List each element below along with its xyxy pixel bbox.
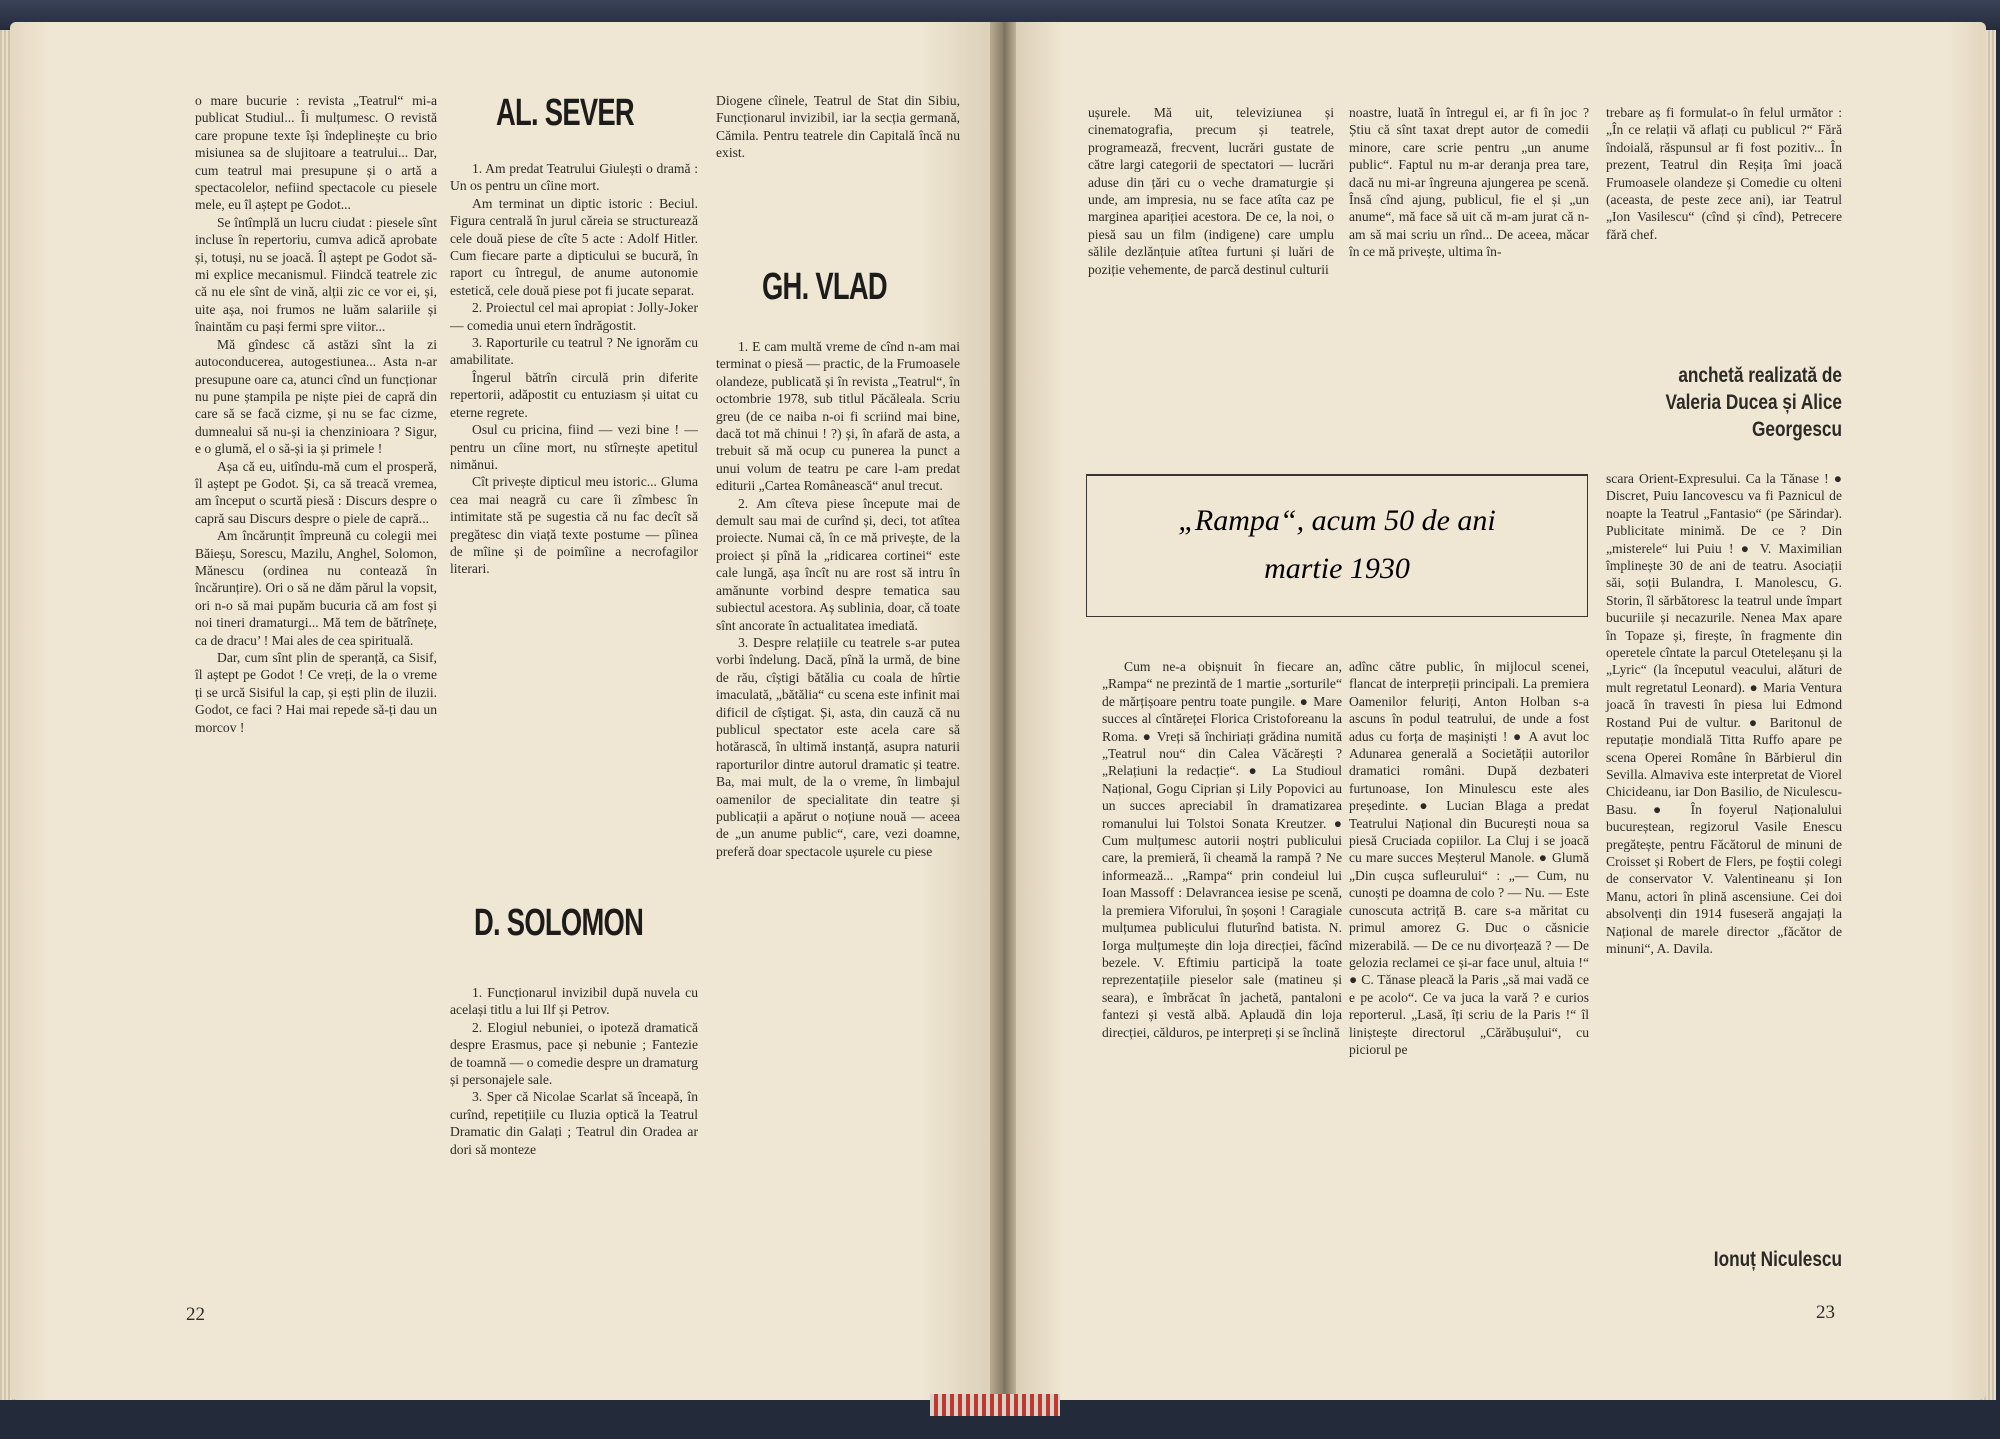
paragraph: Am terminat un diptic istoric : Beciul. Figura centrală în jurul căreia se structurează cele două piese de cîte 5 acte : Adolf Hitler. Cum fiecare parte a dipticului se bucură, în raport cu întregul, de anume autonomie estetică, cele două piese pot fi jucate separat. [450, 195, 698, 298]
paragraph: Se întîmplă un lucru ciudat : piesele sînt incluse în repertoriu, cumva adică aprobate și, totuși, nu se joacă. Îl aștept pe Godot să-mi explice mecanismul. Fiindcă teatrele zic că nu ele sînt de vină, alții zic ce vor ei, și, uite așa, noi frumos ne luăm salariile și înaintăm cu pași fermi spre viitor... [195, 214, 437, 335]
author-heading-d-solomon: D. SOLOMON [474, 902, 644, 944]
left-column-2 [450, 160, 698, 578]
left-page [10, 22, 1002, 1400]
author-signature: Ionuț Niculescu [1713, 1248, 1842, 1271]
paragraph: ușurele. Mă uit, televiziunea și cinematografia, precum și teatrele, programează, frecvent, lucrări gustate de către largi categorii de spectatori — lucrări aduse din țări cu o veche dramaturgie și unde, am impresia, nu se face atîta caz pe marginea apariției acestora. De ce, la noi, o piesă sau un film (indigene) care umplu sălile dezlănțuie atîtea furtuni și luări de poziție vehemente, de parcă destinul culturii [1088, 105, 1334, 277]
paragraph: Așa că eu, uitîndu-mă cum el prosperă, îl aștept pe Godot. Și, ca să treacă vremea, am început o scurtă piesă : Discurs despre o capră sau Discurs despre o piele de capră... [195, 458, 437, 526]
paragraph: Mă gîndesc că astăzi sînt la zi autoconducerea, autogestiunea... Asta n-ar presupune oare ca, atunci cînd un funcționar nu pune ștampila pe niște piei de capră din care să se facă cizme, și nu se fac cizme, dumnealui să nu-și ia chenzinioara ? Sigur, e o glumă, el o să-și ia și primele ! [195, 336, 437, 457]
paragraph: trebare aș fi formulat-o în felul următor : „În ce relații vă aflați cu publicul ?“ Fără îndoială, răspunsul ar fi fost pozitiv... În prezent, Teatrul din Reșița îmi joacă Frumoasele olandeze și Comedie cu olteni (aceasta, de peste zece ani), iar Teatrul „Ion Vasilescu“ (cînd și cînd), Petrecere fără chef. [1606, 105, 1842, 242]
paragraph: Dar, cum sînt plin de speranță, ca Sisif, îl aștept pe Godot ! Ce vreți, de la o vreme ți se urcă Sisiful la cap, și ești plin de iluzii. Godot, ce faci ? Hai mai repede să-ți dau un morcov ! [195, 650, 437, 735]
paragraph: 1. Funcționarul invizibil după nuvela cu același titlu a lui Ilf și Petrov. [450, 985, 698, 1018]
right-top-column-2 [1349, 104, 1589, 261]
left-column-3 [716, 338, 960, 860]
paragraph: Îngerul bătrîn circulă prin diferite repertorii, adăpostit cu entuziasm și uitat cu eterne regrete. [450, 369, 698, 420]
author-heading-gh-vlad: GH. VLAD [762, 266, 887, 308]
paragraph: o mare bucurie : revista „Teatrul“ mi-a publicat Studiul... Îi mulțumesc. O revistă care propune texte își îndeplinește cu brio misiunea sa de slujitoare a teatrului... Dar, cum teatrul mai presupune și o artă a spectacolelor, nefiind spectacole cu piesele mele, eu îl aștept pe Godot... [195, 93, 437, 213]
paragraph: scara Orient-Expresului. Ca la Tănase ! ● Discret, Puiu Iancovescu va fi Paznicul de noapte la Teatrul „Fantasio“ (pe Sărindar). Publicitate minimă. De ce ? Din „misterele“ lui Puiu ! ● V. Maximilian împlinește 30 de ani de teatru. Asociații săi, soții Bulandra, I. Manolescu, G. Storin, îl sărbătoresc la teatrul unde împart bucuriile și necazurile. Nenea Max apare în Topaze și, firește, în fragmente din operetele cîntate la parcul Oteteleșanu și la „Lyric“ (la începutul veacului, alături de mult regretatul Leonard). ● Maria Ventura joacă în travesti în piesa lui Edmond Rostand Pui de vultur. ● Baritonul de reputație mondială Titta Ruffo apare pe scena Operei Române în Bărbierul din Sevilla. Almaviva este interpretat de Viorel Chicideanu, iar Don Basilio, de Niculescu-Basu. ● În foyerul Naționalului bucureștean, regizorul Vasile Enescu pregătește, pentru Făcătorul de minuni de Croisset și Robert de Flers, pe foștii colegi de conservator V. Valentineanu și Ion Manu, actori în plină ascensiune. Cei doi absolvenți din 1914 fuseseră angajați la Național de marele director „făcător de minuni“, A. Davila. [1606, 471, 1842, 956]
right-page [1004, 22, 1986, 1400]
left-column-1 [195, 92, 437, 736]
paragraph: 1. E cam multă vreme de cînd n-am mai terminat o piesă — practic, de la Frumoasele olandeze, publicată și în revista „Teatrul“, în octombrie 1978, sub titlul Păcăleala. Scriu greu (de ce naiba n-oi fi scriind mai bine, dacă tot mă chinui ! ?) și, în afară de asta, a trebuit să mă ocup cu punerea la punct a unui volum de teatru pe care l-am predat editurii „Cartea Românească“ anul trecut. [716, 339, 960, 494]
paragraph: 2. Elogiul nebuniei, o ipoteză dramatică despre Erasmus, pace și nebunie ; Fantezie de toamnă — o comedie despre un dramaturg și personajele sale. [450, 1019, 698, 1088]
survey-credit: anchetă realizată de Valeria Ducea și Alice Georgescu [1665, 364, 1842, 441]
paragraph: adînc către public, în mijlocul scenei, flancat de interpreții principali. La premiera Oamenilor feluriți, Anton Holban s-a ascuns în podul teatrului, de unde a fost adus cu forța de mașiniști ! ● A avut loc Adunarea generală a Societății autorilor dramatici români. După dezbateri furtunoase, Ion Minulescu este ales președinte. ● Lucian Blaga a predat Teatrului Național din București noua sa piesă Cruciada copiilor. La Cluj i se joacă cu mare succes Meșterul Manole. ● Glumă „Din cușca sufleurului“ : „— Cum, nu cunoști pe doamna de colo ? — Nu. — Este cunoscuta actriță B. care s-a măritat cu primul amorez G. Duc o căsnicie mizerabilă. — De ce nu divorțează ? — De gelozia reclamei ce și-ar face unul, altuia !“ ● C. Tănase pleacă la Paris „să mai vadă ce e pe acolo“. Ce va juca la vară ? e curios reporterul. „Lasă, îți scriu de la Paris !“ îl liniștește directorul „Cărăbușului“, cu piciorul pe [1349, 659, 1589, 1057]
paragraph: 2. Am cîteva piese începute mai de demult sau mai de curînd și, deci, tot atîtea proiecte. Numai că, în ce mă privește, de la proiect și pînă la „ridicarea cortinei“ este cale lungă, așa încît nu are rost să intru în amănunte vorbind despre tematica sau subiectul acestora. Aș sublinia, doar, că toate sînt ancorate în actualitatea imediată. [716, 495, 960, 633]
page-number-left: 22 [186, 1304, 205, 1325]
right-top-column-1 [1088, 104, 1334, 278]
paragraph: 2. Proiectul cel mai apropiat : Jolly-Joker — comedia unui etern îndrăgostit. [450, 300, 698, 333]
paragraph: 1. Am predat Teatrului Giulești o dramă : Un os pentru un cîine mort. [450, 161, 698, 194]
left-column-2-bottom [450, 984, 698, 1158]
box-title: „Rampa“, acum 50 de ani [1178, 504, 1496, 537]
page-number-right: 23 [1816, 1302, 1835, 1323]
paragraph: Cît privește dipticul meu istoric... Gluma cea mai neagră cu care îi zîmbesc în intimitate stă pe sugestia că nu fac decît să pregătesc din viață texte postume — pîinea de mîine și de poimîine a necrofagilor literari. [450, 474, 698, 577]
paragraph: Cum ne-a obișnuit în fiecare an, „Rampa“ ne prezintă de 1 martie „sorturile“ de mărțișoare pentru toate pungile. ● Mare succes al cîntăreței Florica Cristoforeanu la Roma. ● Vreți să închiriați grădina numită „Teatrul nou“ din Calea Văcărești ? „Relațiuni la redacție“. ● La Studioul Național, Gogu Ciprian și Lily Popovici au un succes apreciabil în dramatizarea romanului lui Tolstoi Sonata Kreutzer. ● Cum mulțumesc autorii noștri publicului care, la premieră, îi cheamă la rampă ? Ne informează... „Rampa“ prin condeiul lui Ioan Massoff : Delavrancea iesise pe scenă, la premiera Viforului, în șoșoni ! Caragiale mulțumea publicului fluturînd batista. N. Iorga mulțumește din loja direcției, făcînd bezele. V. Eftimiu participă la toate reprezentațiile pieselor sale (matineu și seara), e îmbrăcat în jachetă, pantaloni fantezi și vestă albă. Aplaudă din loja direcției, călduros, pe interpreți și se înclină [1102, 659, 1342, 1040]
paragraph: Am încărunțit împreună cu colegii mei Băieșu, Sorescu, Mazilu, Anghel, Solomon, Mănescu (ordinea nu contează în încărunțire). Ori o să ne dăm părul la vopsit, ori n-o să mai pupăm bucuria că am fost și noi tineri dramaturgi... Mă tem de bătrînețe, ca de dracu’ ! Mai ales de cea spirituală. [195, 528, 437, 648]
paragraph: Osul cu pricina, fiind — vezi bine ! — pentru un cîine mort, nu stîrnește apetitul nimănui. [450, 422, 698, 472]
box-subtitle: martie 1930 [1264, 552, 1410, 585]
paragraph: 3. Sper că Nicolae Scarlat să înceapă, în curînd, repetițiile cu Iluzia optică la Teatrul Dramatic din Galați ; Teatrul din Oradea ar dori să monteze [450, 1089, 698, 1157]
bookmark-ribbon [930, 1394, 1060, 1416]
paragraph: Diogene cîinele, Teatrul de Stat din Sibiu, Funcționarul invizibil, iar la secția germană, Cămila. Pentru teatrele din Capitală încă nu exist. [716, 93, 960, 161]
paragraph: noastre, luată în întregul ei, ar fi în joc ? Știu că sînt taxat drept autor de comedii minore, care scrie pentru „un anume public“. Faptul nu m-ar deranja prea tare, dacă nu mi-ar îngreuna ajungerea pe scenă. Însă cînd ajung, publicul, fie el și „un anume“, mă face să uit că m-am jurat că n-am să mai scriu un rînd... De aceea, măcar în ce mă privește, ultima în- [1349, 105, 1589, 260]
paragraph: 3. Despre relațiile cu teatrele s-ar putea vorbi îndelung. Dacă, pînă la urmă, de bine de rău, cîștigi bătălia cu coala de hîrtie imaculată, „bătălia“ cu scena este infinit mai dificil de cîștigat. Și, asta, din cauză că nu publicul spectator este acela care să hotărască, în ultimă instanță, asupra naturii raporturilor dintre autorul dramatic și teatre. Ba, mai mult, de la o vreme, în limbajul oamenilor de specialitate din teatre și publicații a apărut o noțiune nouă — aceea de „un anume public“, care, vezi doamne, preferă doar spectacole ușurele cu piese [716, 634, 960, 859]
paragraph: 3. Raporturile cu teatrul ? Ne ignorăm cu amabilitate. [450, 335, 698, 368]
author-heading-al-sever: AL. SEVER [496, 92, 634, 134]
book-spine [990, 22, 1016, 1402]
rampa-box [1086, 474, 1588, 617]
right-top-column-3 [1606, 104, 1842, 243]
left-column-3-top [716, 92, 960, 162]
